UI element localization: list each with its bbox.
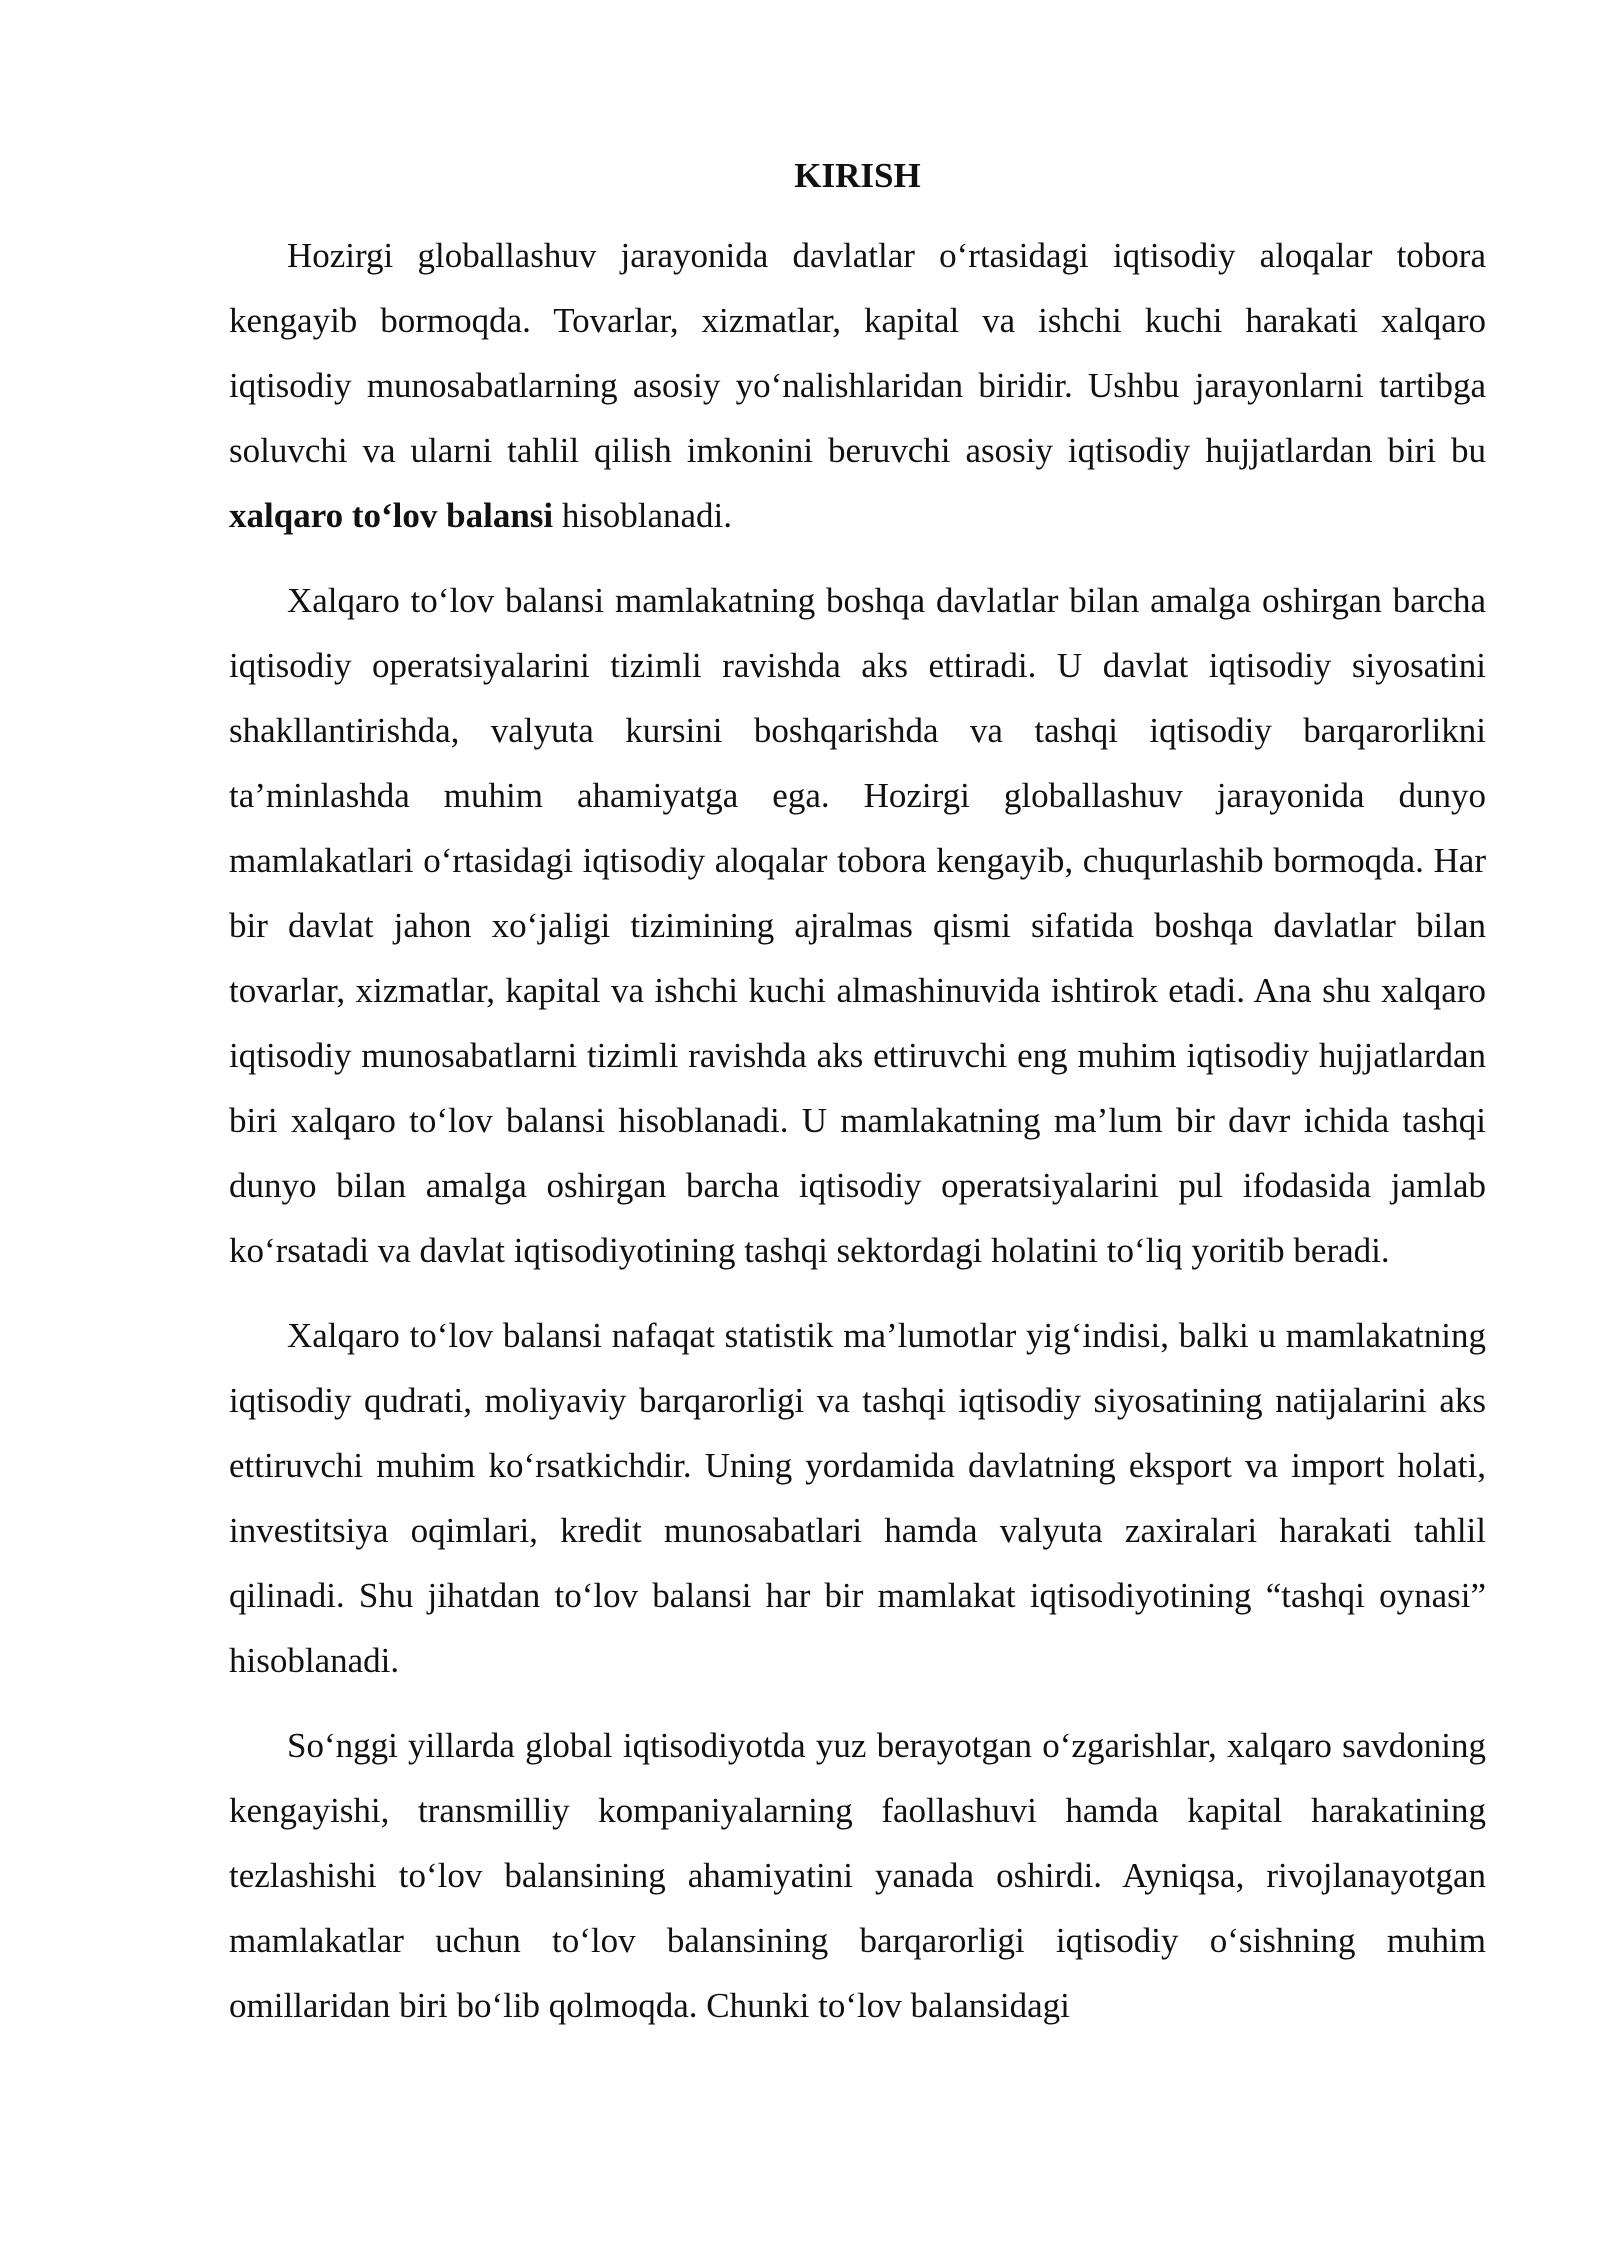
- document-body: [229, 148, 1486, 2038]
- paragraph-3: Xalqaro to‘lov balansi nafaqat statistik ma’lumotlar yig‘indisi, balki u mamlakatning iqtisodiy qudrati, moliyaviy barqarorligi va tashqi iqtisodiy siyosatining natijalarini aks ettiruvchi muhim ko‘rsatkichdir. Uning yordamida davlatning eksport va import holati, investitsiya oqimlari, kredit munosabatlari hamda valyuta zaxiralari harakati tahlil qilinadi. Shu jihatdan to‘lov balansi har bir mamlakat iqtisodiyotining “tashqi oynasi” hisoblanadi.: [229, 1316, 1486, 1680]
- paragraph-4: So‘nggi yillarda global iqtisodiyotda yuz berayotgan o‘zgarishlar, xalqaro savdoning kengayishi, transmilliy kompaniyalarning faollashuvi hamda kapital harakatining tezlashishi to‘lov balansining ahamiyatini yanada oshirdi. Ayniqsa, rivojlanayotgan mamlakatlar uchun to‘lov balansining barqarorligi iqtisodiy o‘sishning muhim omillaridan biri bo‘lib qolmoqda. Chunki to‘lov balansidagi: [229, 1726, 1486, 2025]
- page-title: KIRISH: [794, 156, 921, 195]
- paragraph-1-text-end: hisoblanadi.: [553, 496, 733, 535]
- paragraph-1: [229, 223, 1486, 548]
- paragraph-1-bold-term: xalqaro to‘lov balansi: [229, 496, 554, 535]
- paragraph-2: Xalqaro to‘lov balansi mamlakatning boshqa davlatlar bilan amalga oshirgan barcha iqtisodiy operatsiyalarini tizimli ravishda aks ettiradi. U davlat iqtisodiy siyosatini shakllantirishda, valyuta kursini boshqarishda va tashqi iqtisodiy barqarorlikni ta’minlashda muhim ahamiyatga ega. Hozirgi globallashuv jarayonida dunyo mamlakatlari o‘rtasidagi iqtisodiy aloqalar tobora kengayib, chuqurlashib bormoqda. Har bir davlat jahon xo‘jaligi tizimining ajralmas qismi sifatida boshqa davlatlar bilan tovarlar, xizmatlar, kapital va ishchi kuchi almashinuvida ishtirok etadi. Ana shu xalqaro iqtisodiy munosabatlarni tizimli ravishda aks ettiruvchi eng muhim iqtisodiy hujjatlardan biri xalqaro to‘lov balansi hisoblanadi. U mamlakatning ma’lum bir davr ichida tashqi dunyo bilan amalga oshirgan barcha iqtisodiy operatsiyalarini pul ifodasida jamlab ko‘rsatadi va davlat iqtisodiyotining tashqi sektordagi holatini to‘liq yoritib beradi.: [229, 581, 1486, 1270]
- paragraph-1-text-start: Hozirgi globallashuv jarayonida davlatlar o‘rtasidagi iqtisodiy aloqalar tobora kengayib bormoqda. Tovarlar, xizmatlar, kapital va ishchi kuchi harakati xalqaro iqtisodiy munosabatlarning asosiy yo‘nalishlaridan biridir. Ushbu jarayonlarni tartibga soluvchi va ularni tahlil qilish imkonini beruvchi asosiy iqtisodiy hujjatlardan biri bu: [229, 236, 1486, 470]
